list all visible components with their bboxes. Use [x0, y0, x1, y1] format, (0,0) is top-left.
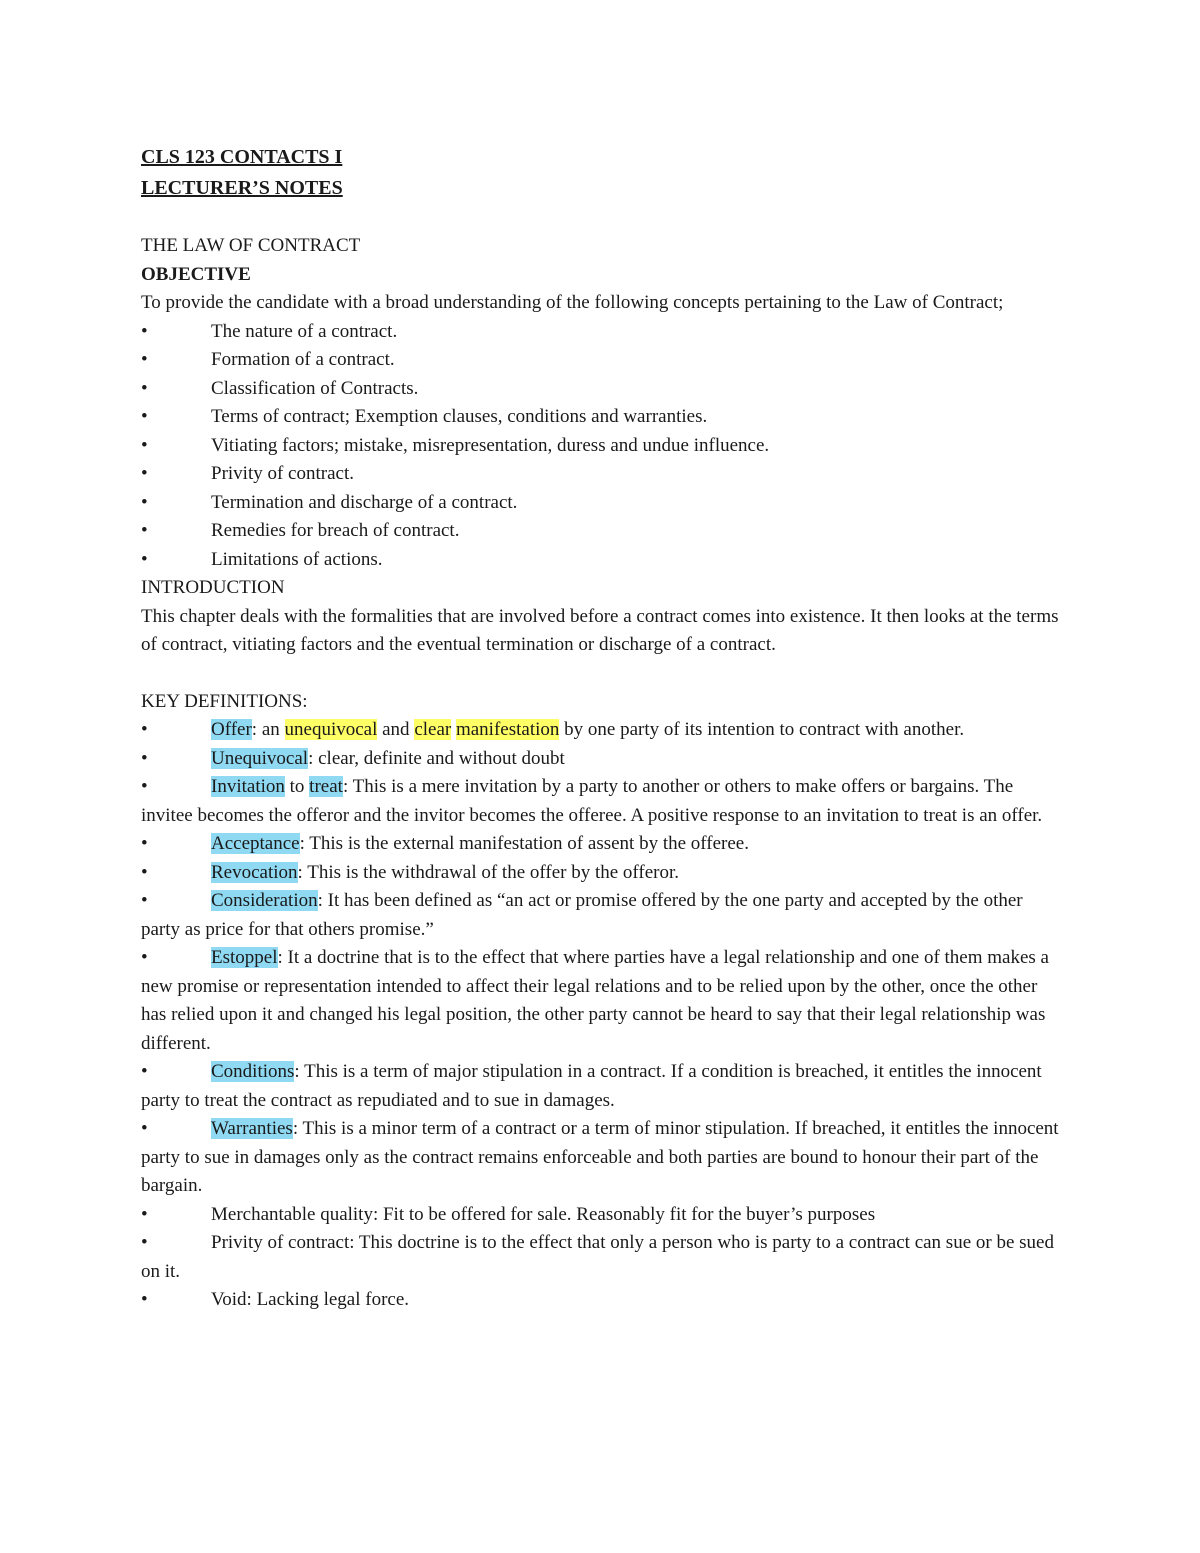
bullet-icon: • [141, 747, 148, 769]
definition-offer: • Offer: an unequivocal and clear manifestation by one party of its intention to contract with another. [141, 716, 1061, 745]
term-acceptance: Acceptance [211, 833, 300, 854]
definition-acceptance: • Acceptance: This is the external manifestation of assent by the offeree. [141, 830, 1061, 859]
bullet-icon: • [141, 947, 148, 968]
definition-conditions: • Conditions: This is a term of major stipulation in a contract. If a condition is breached, it entitles the innocent party to treat the contract as repudiated and to sue in damages. [141, 1058, 1061, 1115]
bullet-icon: • [141, 377, 148, 399]
list-item: • The nature of a contract. [141, 318, 1061, 347]
bullet-icon: • [141, 463, 148, 484]
term-conditions: Conditions [211, 1061, 295, 1082]
list-item: • Terms of contract; Exemption clauses, conditions and warranties. [141, 403, 1061, 432]
document-page [141, 142, 1061, 1315]
introduction-heading: INTRODUCTION [141, 577, 285, 598]
definition-consideration: • Consideration: It has been defined as “an act or promise offered by the one party and accepted by the other party as price for that others promise.” [141, 887, 1061, 944]
term-revocation: Revocation [211, 861, 298, 883]
term-warranties: Warranties [211, 1118, 293, 1139]
objective-intro: To provide the candidate with a broad understanding of the following concepts pertaining to the Law of Contract; [141, 292, 1004, 313]
definition-invitation: • Invitation to treat: This is a mere invitation by a party to another or others to make offers or bargains. The invitee becomes the offeror and the invitor becomes the offeree. A positive response to an invitation to treat is an offer. [141, 773, 1061, 830]
term-unequivocal: Unequivocal [211, 747, 309, 769]
notes-subtitle: LECTURER’S NOTES [141, 177, 343, 199]
bullet-icon: • [141, 491, 148, 513]
definitions-list [141, 716, 1061, 1315]
list-item: • Limitations of actions. [141, 546, 1061, 575]
bullet-icon: • [141, 434, 148, 456]
list-item: • Termination and discharge of a contract. [141, 489, 1061, 518]
highlight-clear: clear [414, 719, 452, 740]
highlight-unequivocal: unequivocal [284, 719, 378, 740]
definition-warranties: • Warranties: This is a minor term of a contract or a term of minor stipulation. If breached, it entitles the innocent party to sue in damages only as the contract remains enforceable and both parties are bound to honour their part of the bargain. [141, 1115, 1061, 1201]
list-item: • Remedies for breach of contract. [141, 517, 1061, 546]
definitions-heading: KEY DEFINITIONS: [141, 690, 308, 712]
section-title: THE LAW OF CONTRACT [141, 235, 361, 256]
bullet-icon: • [141, 520, 148, 541]
definition-revocation: • Revocation: This is the withdrawal of the offer by the offeror. [141, 859, 1061, 888]
course-title: CLS 123 CONTACTS I [141, 146, 343, 168]
list-item: • Formation of a contract. [141, 346, 1061, 375]
bullet-icon: • [141, 349, 148, 370]
bullet-icon: • [141, 1203, 148, 1225]
bullet-icon: • [141, 776, 148, 797]
highlight-manifestation: manifestation [455, 719, 560, 740]
definition-estoppel: • Estoppel: It a doctrine that is to the effect that where parties have a legal relationship and one of them makes a new promise or representation intended to affect their legal relations and to be relied upon by the other, once the other has relied upon it and changed his legal position, the other party cannot be heard to say that their legal relationship was different. [141, 944, 1061, 1058]
bullet-icon: • [141, 548, 148, 570]
definition-privity: • Privity of contract: This doctrine is to the effect that only a person who is party to a contract can sue or be sued on it. [141, 1229, 1061, 1286]
bullet-icon: • [141, 1118, 148, 1139]
term-offer: Offer [211, 719, 252, 740]
bullet-icon: • [141, 890, 148, 911]
definition-merchantable: • Merchantable quality: Fit to be offered for sale. Reasonably fit for the buyer’s purposes [141, 1201, 1061, 1230]
bullet-icon: • [141, 406, 148, 427]
list-item: • Vitiating factors; mistake, misrepresentation, duress and undue influence. [141, 432, 1061, 461]
bullet-icon: • [141, 1289, 148, 1310]
list-item: • Classification of Contracts. [141, 375, 1061, 404]
definition-void: • Void: Lacking legal force. [141, 1286, 1061, 1315]
objective-list [141, 318, 1061, 575]
bullet-icon: • [141, 1061, 148, 1082]
definition-unequivocal: • Unequivocal: clear, definite and without doubt [141, 745, 1061, 774]
term-treat: treat [309, 776, 343, 797]
bullet-icon: • [141, 1232, 148, 1253]
term-estoppel: Estoppel [211, 947, 278, 968]
bullet-icon: • [141, 719, 148, 740]
introduction-text: This chapter deals with the formalities that are involved before a contract comes into existence. It then looks at the terms of contract, vitiating factors and the eventual termination or discharge of a contract. [141, 605, 1059, 655]
objective-heading: OBJECTIVE [141, 263, 251, 285]
term-invitation: Invitation [211, 776, 285, 797]
bullet-icon: • [141, 320, 148, 342]
term-consideration: Consideration [211, 890, 318, 911]
list-item: • Privity of contract. [141, 460, 1061, 489]
bullet-icon: • [141, 861, 148, 883]
bullet-icon: • [141, 833, 148, 854]
